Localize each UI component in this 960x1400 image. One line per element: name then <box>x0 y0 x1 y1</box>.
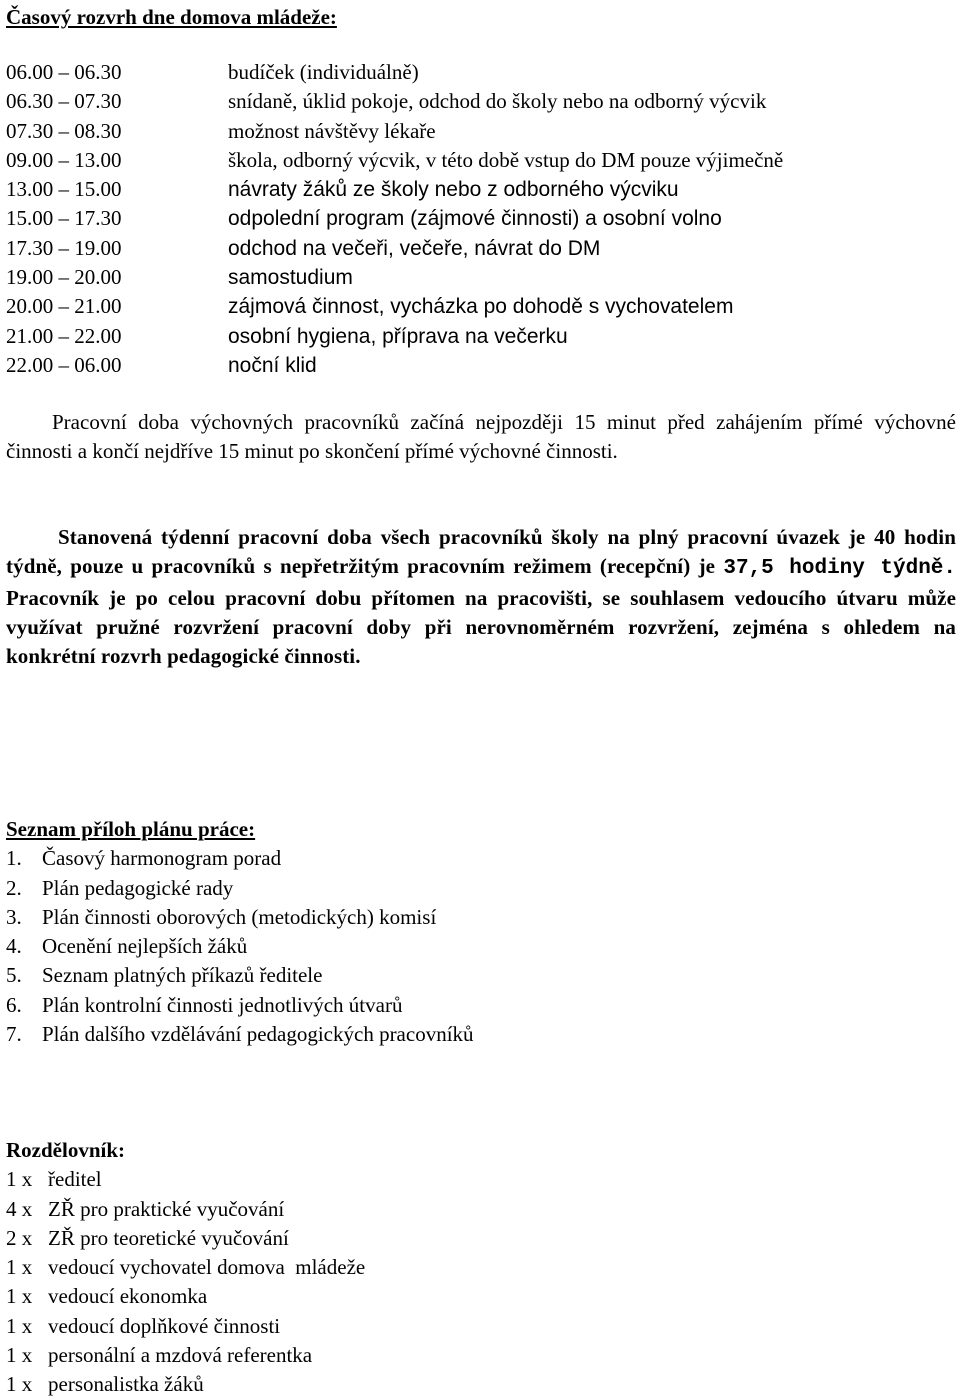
distribution-recipient: vedoucí ekonomka <box>48 1284 208 1309</box>
list-item-text: Plán pedagogické rady <box>42 875 234 900</box>
schedule-activity: škola, odborný výcvik, v této době vstup do DM pouze výjimečně <box>228 147 784 172</box>
schedule-time: 19.00 – 20.00 <box>6 265 122 290</box>
list-item <box>6 1282 956 1311</box>
attachments-section <box>6 815 956 1049</box>
schedule-row <box>6 87 956 116</box>
weekly-hours-paragraph <box>6 523 956 671</box>
schedule-time: 21.00 – 22.00 <box>6 323 122 348</box>
schedule-activity: noční klid <box>228 353 317 377</box>
schedule-activity: možnost návštěvy lékaře <box>228 118 436 143</box>
list-item <box>6 1165 956 1194</box>
list-item <box>6 1370 956 1399</box>
list-item-text: Plán dalšího vzdělávání pedagogických pracovníků <box>42 1022 474 1047</box>
schedule-row <box>6 58 956 87</box>
schedule-row <box>6 204 956 233</box>
list-item <box>6 903 956 932</box>
distribution-recipient: personální a mzdová referentka <box>48 1343 313 1368</box>
schedule-time: 17.30 – 19.00 <box>6 235 122 260</box>
schedule-row <box>6 351 956 380</box>
schedule-time: 22.00 – 06.00 <box>6 352 122 377</box>
list-item <box>6 1341 956 1370</box>
schedule-row <box>6 175 956 204</box>
list-item-number: 6. <box>6 992 22 1017</box>
list-item <box>6 932 956 961</box>
distribution-recipient: ZŘ pro praktické vyučování <box>48 1196 285 1221</box>
list-item <box>6 1020 956 1049</box>
distribution-qty: 2 x <box>6 1225 33 1250</box>
schedule-row <box>6 263 956 292</box>
list-item <box>6 1253 956 1282</box>
list-item-number: 2. <box>6 875 22 900</box>
list-item-number: 5. <box>6 963 22 988</box>
schedule-activity: odchod na večeři, večeře, návrat do DM <box>228 236 601 260</box>
working-hours-paragraph: Pracovní doba výchovných pracovníků začíná nejpozději 15 minut před zahájením přímé výchovné činnosti a končí nejdříve 15 minut po skončení přímé výchovné činnosti. <box>6 410 956 464</box>
list-item-number: 1. <box>6 846 22 871</box>
distribution-qty: 1 x <box>6 1343 33 1368</box>
schedule-activity: návraty žáků ze školy nebo z odborného výcviku <box>228 178 679 202</box>
distribution-qty: 1 x <box>6 1284 33 1309</box>
list-item-text: Plán kontrolní činnosti jednotlivých útvarů <box>42 992 403 1017</box>
schedule-time: 20.00 – 21.00 <box>6 294 122 319</box>
list-item <box>6 991 956 1020</box>
schedule-activity: odpolední program (zájmové činnosti) a osobní volno <box>228 207 722 231</box>
schedule-row <box>6 322 956 351</box>
weekly-hours-value: 37,5 hodiny týdně. <box>723 557 957 581</box>
distribution-qty: 1 x <box>6 1255 33 1280</box>
distribution-recipient: vedoucí vychovatel domova mládeže <box>48 1255 366 1280</box>
schedule-time: 06.30 – 07.30 <box>6 89 122 114</box>
attachments-heading: Seznam příloh plánu práce: <box>6 817 256 841</box>
list-item-number: 7. <box>6 1022 22 1047</box>
distribution-qty: 1 x <box>6 1313 33 1338</box>
list-item-text: Plán činnosti oborových (metodických) komisí <box>42 904 437 929</box>
schedule-activity: zájmová činnost, vycházka po dohodě s vychovatelem <box>228 295 734 319</box>
schedule-time: 13.00 – 15.00 <box>6 177 122 202</box>
schedule-activity: snídaně, úklid pokoje, odchod do školy nebo na odborný výcvik <box>228 89 767 114</box>
list-item <box>6 1195 956 1224</box>
distribution-section <box>6 1136 956 1400</box>
schedule-time: 09.00 – 13.00 <box>6 147 122 172</box>
distribution-recipient: vedoucí doplňkové činnosti <box>48 1313 281 1338</box>
list-item-text: Ocenění nejlepších žáků <box>42 934 248 959</box>
list-item-number: 3. <box>6 904 22 929</box>
distribution-qty: 1 x <box>6 1167 33 1192</box>
schedule-activity: budíček (individuálně) <box>228 60 419 84</box>
schedule-time: 06.00 – 06.30 <box>6 60 122 84</box>
list-item <box>6 1312 956 1341</box>
list-item <box>6 961 956 990</box>
list-item-number: 4. <box>6 934 22 959</box>
schedule-activity: samostudium <box>228 266 353 290</box>
list-item-text: Časový harmonogram porad <box>42 846 282 871</box>
schedule-row <box>6 292 956 321</box>
list-item-text: Seznam platných příkazů ředitele <box>42 963 323 988</box>
distribution-recipient: ředitel <box>48 1167 102 1192</box>
weekly-hours-text: Stanovená týdenní pracovní doba všech pracovníků školy na plný pracovní úvazek je 40 hodin týdně, pouze u pracovníků s nepřetržitým pracovním režimem (recepční) je <box>6 525 956 579</box>
distribution-qty: 4 x <box>6 1196 33 1221</box>
list-item <box>6 874 956 903</box>
schedule-row <box>6 234 956 263</box>
weekly-hours-text-cont: Pracovník je po celou pracovní dobu přítomen na pracovišti, se souhlasem vedoucího útvaru může využívat pružné rozvržení pracovní doby při nerovnoměrném rozvržení, zejména s ohledem na konkrétní rozvrh pedagogické činnosti. <box>6 585 956 669</box>
schedule-time: 07.30 – 08.30 <box>6 118 122 143</box>
distribution-recipient: ZŘ pro teoretické vyučování <box>48 1225 289 1250</box>
list-item <box>6 844 956 873</box>
schedule-table <box>6 58 956 380</box>
list-item <box>6 1224 956 1253</box>
distribution-qty: 1 x <box>6 1372 33 1397</box>
page-title: Časový rozvrh dne domova mládeže: <box>6 5 337 29</box>
schedule-row <box>6 146 956 175</box>
schedule-time: 15.00 – 17.30 <box>6 206 122 231</box>
schedule-activity: osobní hygiena, příprava na večerku <box>228 324 568 348</box>
distribution-heading: Rozdělovník: <box>6 1138 126 1162</box>
schedule-row <box>6 117 956 146</box>
distribution-recipient: personalistka žáků <box>48 1372 204 1397</box>
